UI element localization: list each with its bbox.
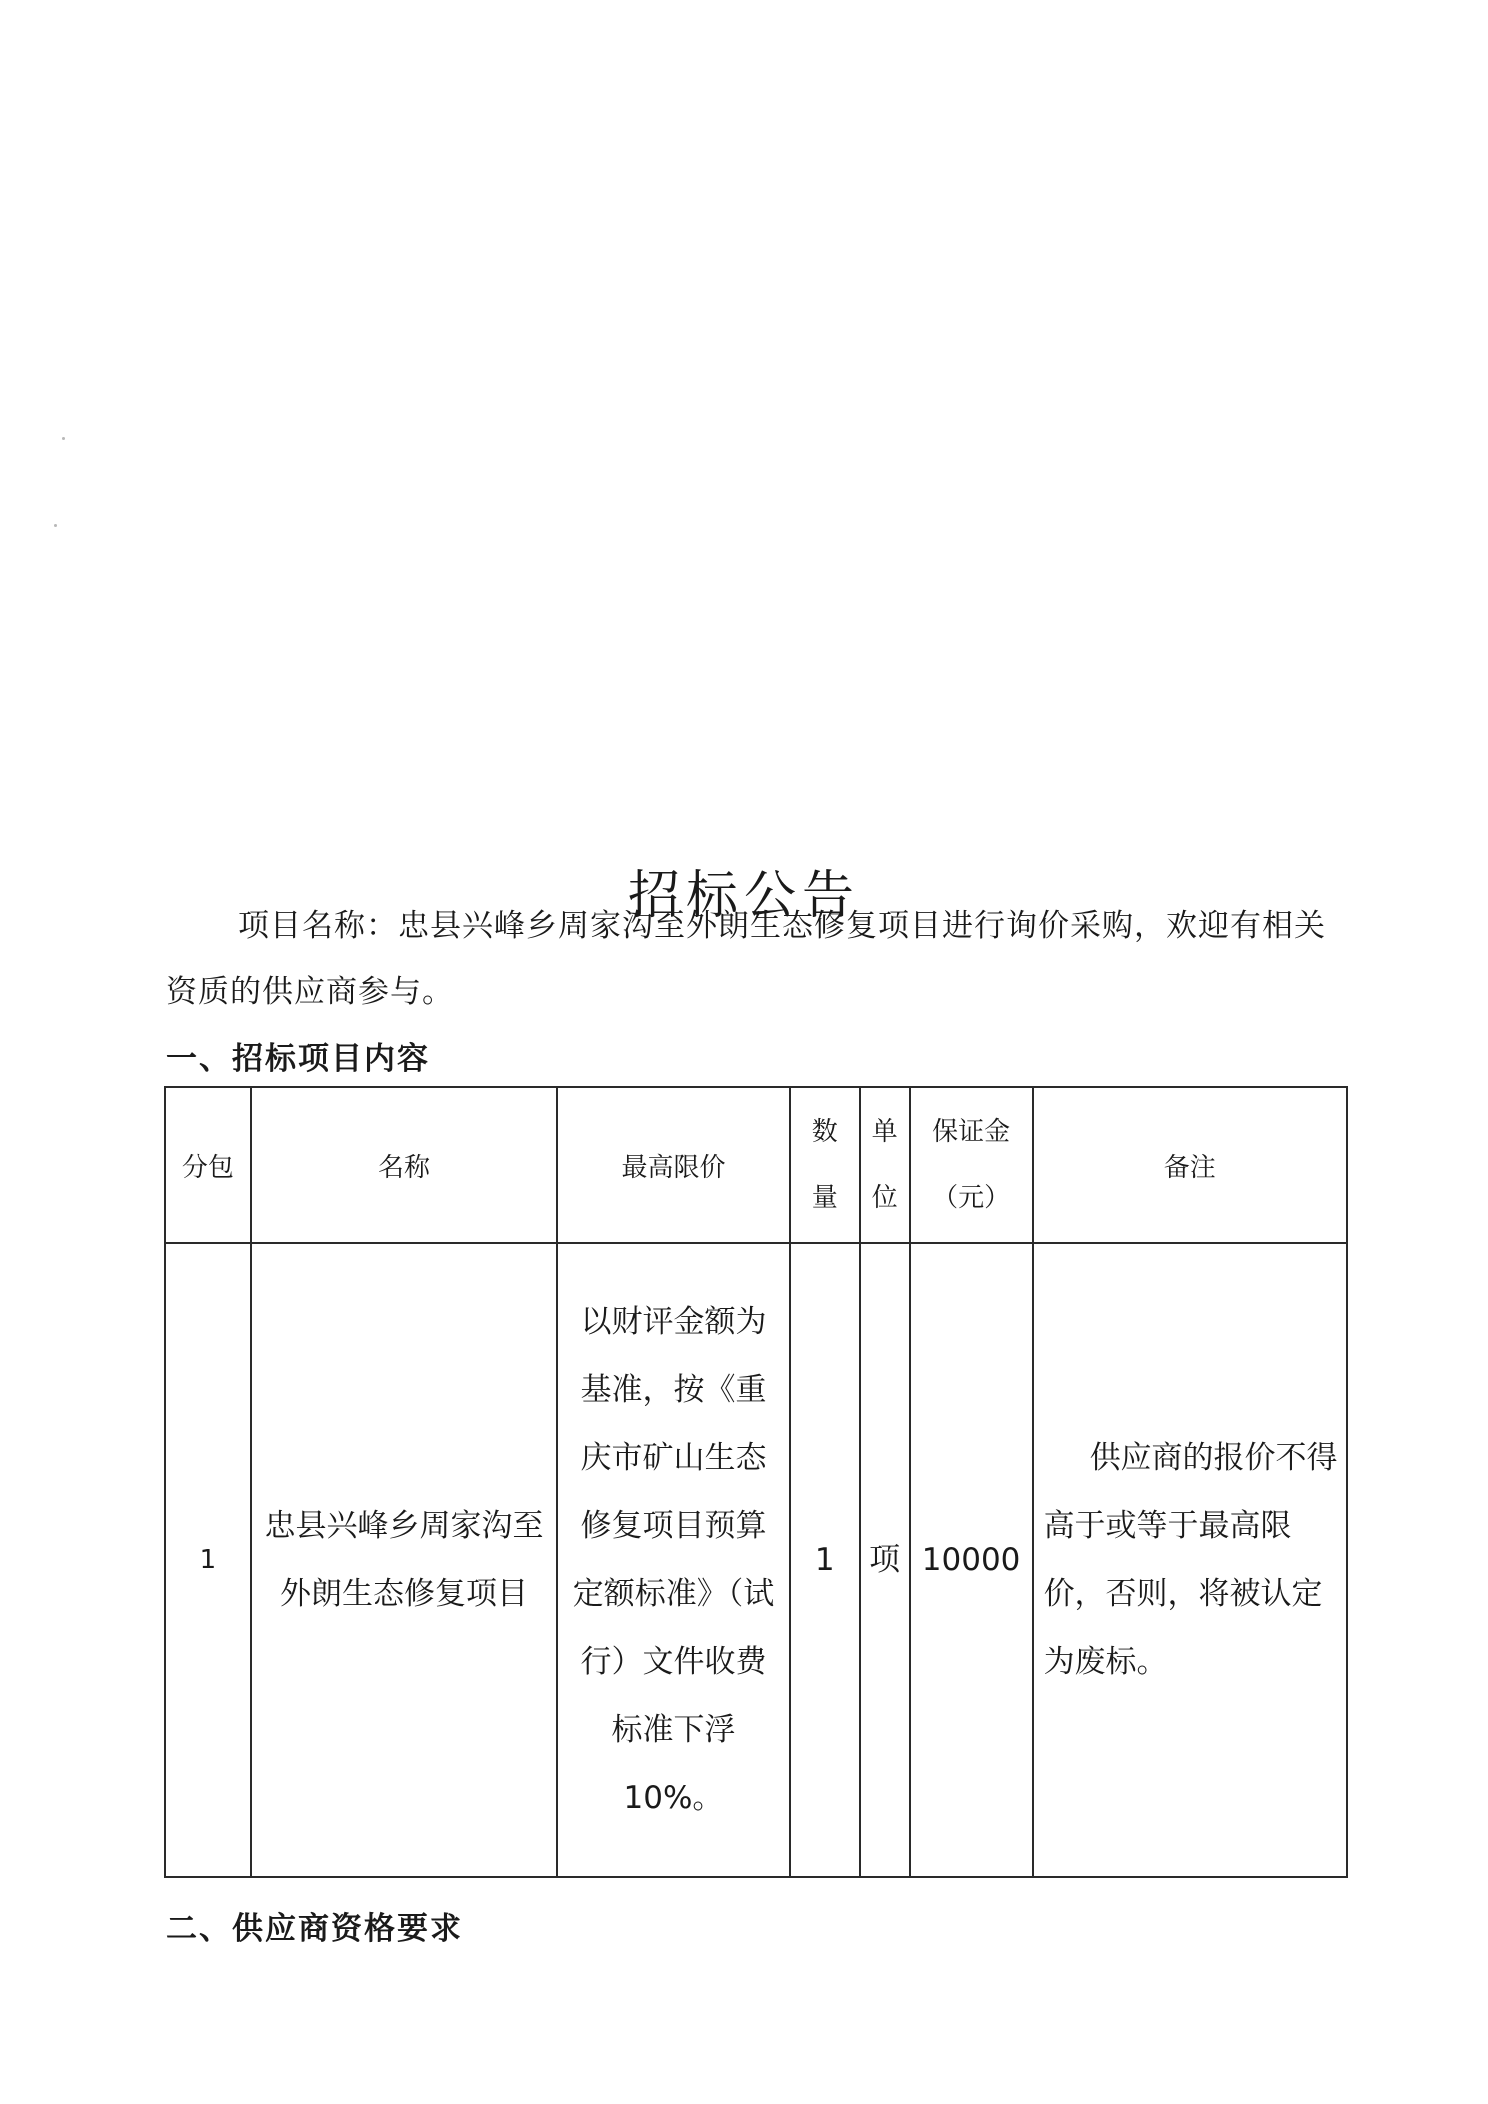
intro-paragraph: 项目名称：忠县兴峰乡周家沟至外朗生态修复项目进行询价采购，欢迎有相关资质的供应商参与。 bbox=[166, 908, 1326, 1010]
scan-speck bbox=[54, 524, 57, 527]
cell-max-price bbox=[557, 1243, 790, 1877]
header-remark: 备注 bbox=[1033, 1087, 1347, 1243]
procurement-table bbox=[164, 1086, 1348, 1878]
header-quantity-line1: 数 bbox=[811, 1117, 838, 1147]
header-deposit-line1: 保证金 bbox=[932, 1117, 1011, 1147]
cell-name bbox=[251, 1243, 557, 1877]
header-max-price: 最高限价 bbox=[557, 1087, 790, 1243]
scan-speck bbox=[62, 437, 65, 440]
cell-deposit-text: 10000 bbox=[921, 1542, 1021, 1578]
header-deposit-line2: （元） bbox=[932, 1183, 1011, 1213]
cell-remark bbox=[1033, 1243, 1347, 1877]
header-name: 名称 bbox=[251, 1087, 557, 1243]
header-unit-line1: 单 bbox=[871, 1117, 898, 1147]
header-quantity bbox=[790, 1087, 860, 1243]
header-unit-line2: 位 bbox=[871, 1183, 898, 1213]
cell-quantity bbox=[790, 1243, 860, 1877]
cell-remark-text: 供应商的报价不得高于或等于最高限价，否则，将被认定为废标。 bbox=[1043, 1440, 1338, 1680]
cell-name-text: 忠县兴峰乡周家沟至外朗生态修复项目 bbox=[264, 1508, 544, 1612]
cell-max-price-text: 以财评金额为基准，按《重庆市矿山生态修复项目预算定额标准》（试行）文件收费标准下浮 10%。 bbox=[572, 1304, 775, 1816]
cell-unit bbox=[860, 1243, 910, 1877]
section-heading-supplier-qualifications: 二、供应商资格要求 bbox=[166, 1911, 463, 1947]
table-row bbox=[165, 1243, 1347, 1877]
cell-quantity-text: 1 bbox=[814, 1542, 835, 1578]
page-title: 招标公告 bbox=[627, 865, 860, 926]
cell-package: 1 bbox=[165, 1243, 251, 1877]
header-unit bbox=[860, 1087, 910, 1243]
cell-deposit bbox=[910, 1243, 1033, 1877]
header-package: 分包 bbox=[165, 1087, 251, 1243]
section-heading-project-content: 一、招标项目内容 bbox=[166, 1041, 430, 1077]
header-deposit bbox=[910, 1087, 1033, 1243]
cell-unit-text: 项 bbox=[869, 1542, 901, 1578]
header-quantity-line2: 量 bbox=[811, 1183, 838, 1213]
table-header-row bbox=[165, 1087, 1347, 1243]
